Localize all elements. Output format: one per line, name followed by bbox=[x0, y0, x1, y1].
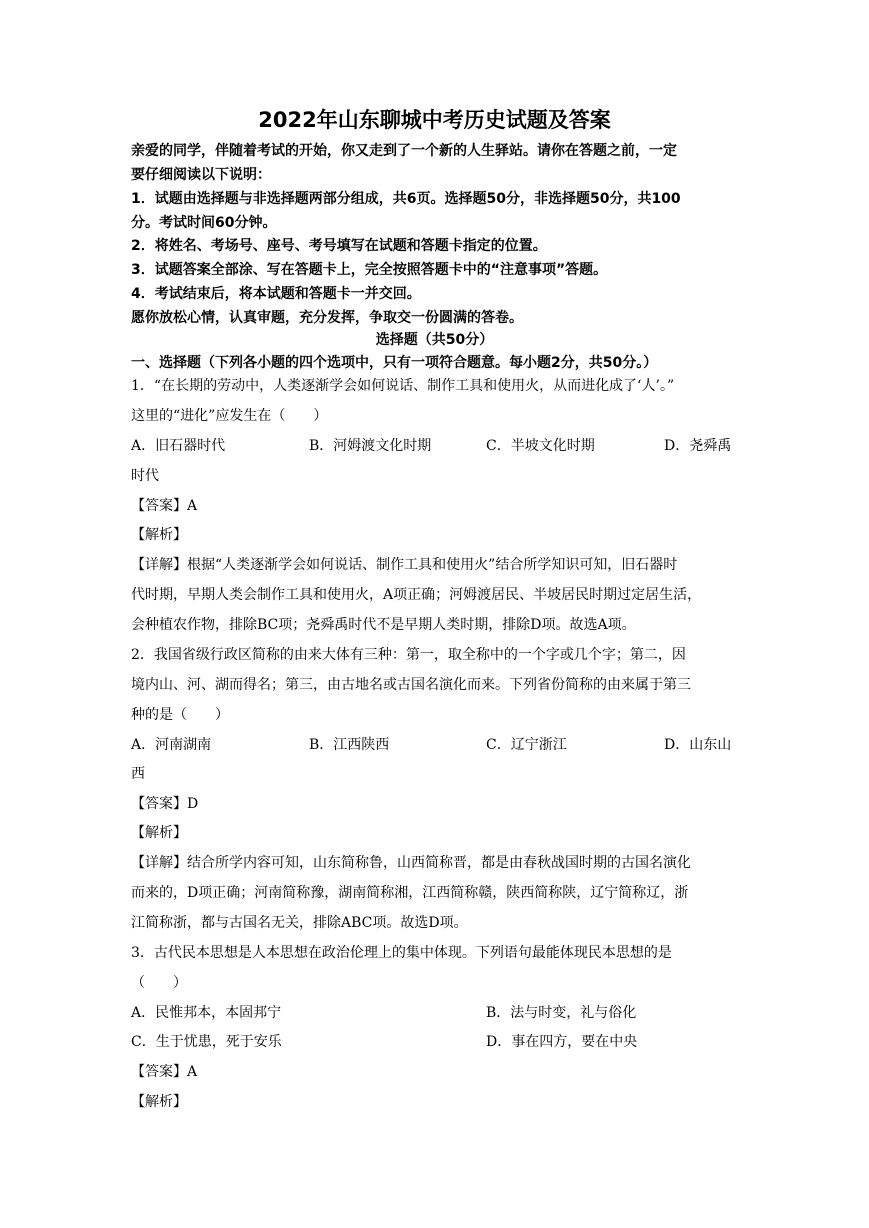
option-c: C．辽宁浙江 bbox=[486, 737, 567, 753]
analysis-label: 【解析】 bbox=[131, 825, 187, 841]
question-stem: 这里的“进化”应发生在（ ） bbox=[131, 408, 328, 424]
intro-line: 4．考试结束后，将本试题和答题卡一并交回。 bbox=[131, 286, 421, 302]
question-stem: 1．“在长期的劳动中，人类逐渐学会如何说话、制作工具和使用火，从而进化成了‘人’。” bbox=[131, 378, 675, 394]
intro-line: 2．将姓名、考场号、座号、考号填写在试题和答题卡指定的位置。 bbox=[131, 238, 547, 254]
option-a: A．旧石器时代 bbox=[131, 438, 226, 454]
detail-line: 江简称浙，都与古国名无关，排除ABC项。故选D项。 bbox=[131, 915, 468, 931]
option-wrap: 西 bbox=[131, 766, 145, 782]
page-title: 2022年山东聊城中考历史试题及答案 bbox=[258, 108, 611, 132]
option-b: B．河姆渡文化时期 bbox=[309, 438, 432, 454]
detail-line: 代时期，早期人类会制作工具和使用火，A项正确；河姆渡居民、半坡居民时期过定居生活， bbox=[131, 587, 702, 603]
option-b: B．法与时变，礼与俗化 bbox=[486, 1005, 637, 1021]
intro-line: 1．试题由选择题与非选择题两部分组成，共6页。选择题50分，非选择题50分，共100 bbox=[131, 191, 681, 207]
question-stem: 2．我国省级行政区简称的由来大体有三种：第一，取全称中的一个字或几个字；第二，因 bbox=[131, 647, 686, 663]
intro-line: 分。考试时间60分钟。 bbox=[131, 215, 277, 231]
option-c: C．生于忧患，死于安乐 bbox=[131, 1034, 282, 1050]
intro-line: 亲爱的同学，伴随着考试的开始，你又走到了一个新的人生驿站。请你在答题之前，一定 bbox=[131, 143, 677, 159]
part-heading: 一、选择题（下列各小题的四个选项中，只有一项符合题意。每小题2分，共50分。） bbox=[131, 355, 658, 371]
answer: 【答案】A bbox=[131, 1064, 198, 1080]
detail-line: 【详解】结合所学内容可知，山东简称鲁，山西简称晋，都是由春秋战国时期的古国名演化 bbox=[131, 855, 691, 871]
analysis-label: 【解析】 bbox=[131, 1094, 187, 1110]
answer: 【答案】D bbox=[131, 796, 199, 812]
detail-line: 会种植农作物，排除BC项；尧舜禹时代不是早期人类时期，排除D项。故选A项。 bbox=[131, 617, 636, 633]
intro-line: 3．试题答案全部涂、写在答题卡上，完全按照答题卡中的“注意事项”答题。 bbox=[131, 262, 608, 278]
option-d: D．事在四方，要在中央 bbox=[486, 1034, 638, 1050]
detail-line: 【详解】根据“人类逐渐学会如何说话、制作工具和使用火”结合所学知识可知，旧石器时 bbox=[131, 557, 678, 573]
option-c: C．半坡文化时期 bbox=[486, 438, 595, 454]
question-stem: 境内山、河、湖而得名；第三，由古地名或古国名演化而来。下列省份简称的由来属于第三 bbox=[131, 677, 691, 693]
option-a: A．民惟邦本，本固邦宁 bbox=[131, 1005, 282, 1021]
intro-line: 愿你放松心情，认真审题，充分发挥，争取交一份圆满的答卷。 bbox=[131, 310, 523, 326]
option-d: D．山东山 bbox=[664, 737, 732, 753]
question-stem: 3．古代民本思想是人本思想在政治伦理上的集中体现。下列语句最能体现民本思想的是 bbox=[131, 945, 672, 961]
option-wrap: 时代 bbox=[131, 468, 159, 484]
detail-line: 而来的，D项正确；河南简称豫，湖南简称湘，江西简称赣，陕西简称陕，辽宁简称辽，浙 bbox=[131, 885, 689, 901]
intro-line: 要仔细阅读以下说明： bbox=[131, 167, 271, 183]
section-title: 选择题（共50分） bbox=[375, 332, 494, 348]
answer: 【答案】A bbox=[131, 498, 198, 514]
analysis-label: 【解析】 bbox=[131, 527, 187, 543]
option-d: D．尧舜禹 bbox=[664, 438, 732, 454]
question-stem: （ ） bbox=[131, 975, 187, 991]
option-b: B．江西陕西 bbox=[309, 737, 390, 753]
option-a: A．河南湖南 bbox=[131, 737, 212, 753]
question-stem: 种的是（ ） bbox=[131, 707, 229, 723]
